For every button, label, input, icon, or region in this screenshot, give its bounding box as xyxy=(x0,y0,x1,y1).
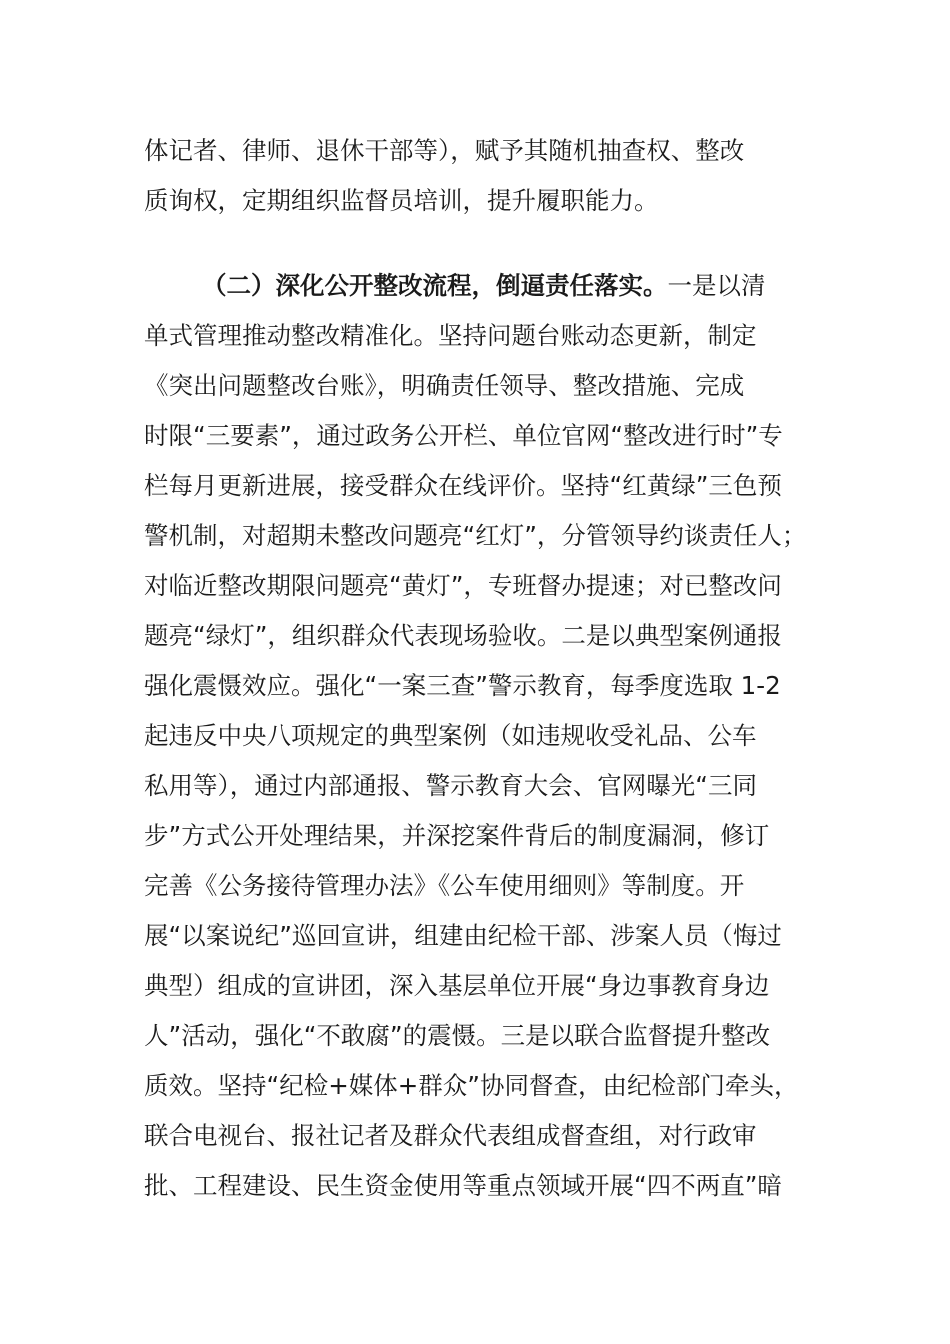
text-line: 题亮“绿灯”，组织群众代表现场验收。二是以典型案例通报 xyxy=(144,621,782,650)
paragraph-first-line xyxy=(144,261,824,311)
text-line: 联合电视台、报社记者及群众代表组成督查组，对行政审 xyxy=(144,1121,757,1150)
text-line: 强化震慑效应。强化“一案三查”警示教育，每季度选取 1-2 xyxy=(144,671,781,700)
continuation-paragraph xyxy=(144,126,824,226)
section-paragraph xyxy=(144,261,824,1211)
text-line: 私用等），通过内部通报、警示教育大会、官网曝光“三同 xyxy=(144,771,757,800)
text-line: 典型）组成的宣讲团，深入基层单位开展“身边事教育身边 xyxy=(144,971,770,1000)
text-line: 警机制，对超期未整改问题亮“红灯”，分管领导约谈责任人； xyxy=(144,521,807,550)
text-line: 栏每月更新进展，接受群众在线评价。坚持“红黄绿”三色预 xyxy=(144,471,782,500)
text-line: 质询权，定期组织监督员培训，提升履职能力。 xyxy=(144,186,659,215)
text-line: 质效。坚持“纪检+媒体+群众”协同督查，由纪检部门牵头， xyxy=(144,1071,799,1100)
text-line: 对临近整改期限问题亮“黄灯”，专班督办提速；对已整改问 xyxy=(144,571,782,600)
text-line: 展“以案说纪”巡回宣讲，组建由纪检干部、涉案人员（悔过 xyxy=(144,921,782,950)
text-line: 单式管理推动整改精准化。坚持问题台账动态更新，制定 xyxy=(144,321,757,350)
text-line: 《突出问题整改台账》，明确责任领导、整改措施、完成 xyxy=(144,371,745,400)
text-line: 体记者、律师、退休干部等），赋予其随机抽查权、整改 xyxy=(144,136,745,165)
text-line: 时限“三要素”，通过政务公开栏、单位官网“整改进行时”专 xyxy=(144,421,783,450)
section-heading: （二）深化公开整改流程，倒逼责任落实。 xyxy=(202,271,668,300)
text-line: 完善《公务接待管理办法》《公车使用细则》等制度。开 xyxy=(144,871,745,900)
text-run: 一是以清 xyxy=(667,271,766,300)
text-line: 批、工程建设、民生资金使用等重点领域开展“四不两直”暗 xyxy=(144,1171,782,1200)
text-line: 起违反中央八项规定的典型案例（如违规收受礼品、公车 xyxy=(144,721,757,750)
text-line: 步”方式公开处理结果，并深挖案件背后的制度漏洞，修订 xyxy=(144,821,770,850)
text-line: 人”活动，强化“不敢腐”的震慑。三是以联合监督提升整改 xyxy=(144,1021,771,1050)
